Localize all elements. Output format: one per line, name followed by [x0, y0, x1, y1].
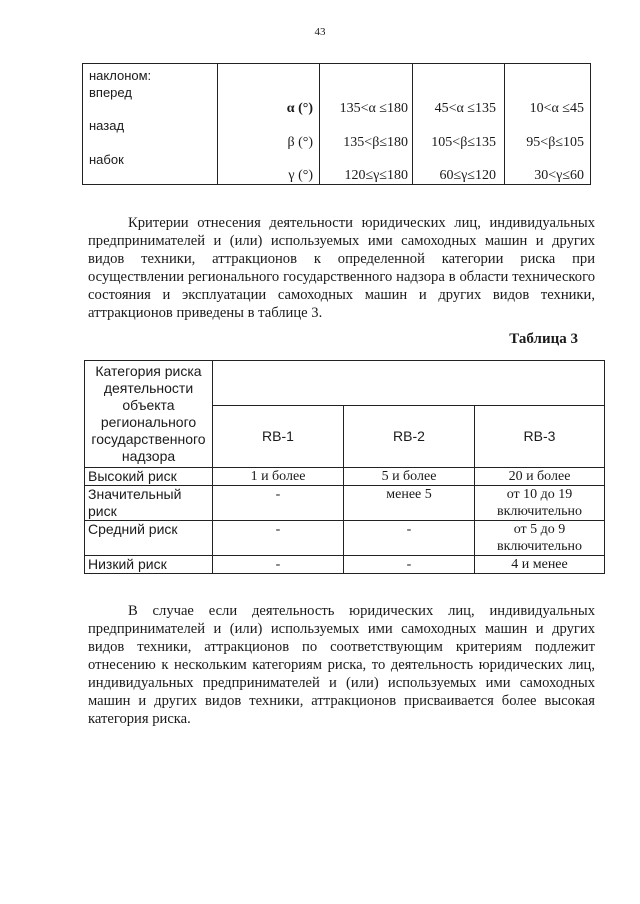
range-beta-1: 135<β≤180 — [343, 135, 408, 150]
range-col-1 — [320, 64, 413, 185]
label-back: назад — [89, 118, 125, 133]
cell-rb2: - — [344, 521, 475, 556]
range-gamma-3: 30<γ≤60 — [534, 168, 584, 183]
label-forward: вперед — [89, 85, 132, 100]
symbol-cell — [218, 64, 320, 185]
cell-rb2: 5 и более — [344, 468, 475, 486]
cell-rb1: 1 и более — [213, 468, 344, 486]
table-row — [85, 556, 605, 574]
range-alpha-1: 135<α ≤180 — [339, 101, 408, 116]
page-number: 43 — [314, 26, 326, 38]
table-row — [85, 486, 605, 521]
symbol-alpha: α (°) — [286, 101, 313, 116]
range-alpha-3: 10<α ≤45 — [529, 101, 584, 116]
cell-rb1: - — [213, 521, 344, 556]
cell-rb3: 20 и более — [475, 468, 605, 486]
cell-rb3: от 10 до 19 включительно — [475, 486, 605, 521]
header-risk-category: Категория риска деятельности объекта регионального государственного надзора — [85, 361, 213, 468]
symbol-beta: β (°) — [287, 135, 313, 150]
cell-rb2: - — [344, 556, 475, 574]
cell-rb3: от 5 до 9 включительно — [475, 521, 605, 556]
tilt-angle-table — [82, 63, 591, 185]
range-gamma-2: 60≤γ≤120 — [439, 168, 496, 183]
table3-caption: Таблица 3 — [509, 331, 578, 347]
header-empty — [213, 361, 605, 406]
label-tilt: наклоном: — [89, 68, 152, 83]
cell-rb2: менее 5 — [344, 486, 475, 521]
row-name: Значительный риск — [85, 486, 213, 521]
header-rb1: RB-1 — [213, 406, 344, 468]
symbol-gamma: γ (°) — [288, 168, 313, 183]
range-col-3 — [505, 64, 591, 185]
risk-category-table — [84, 360, 605, 574]
range-beta-3: 95<β≤105 — [526, 135, 584, 150]
table-row — [85, 521, 605, 556]
tilt-labels-cell — [83, 64, 218, 185]
table-row — [85, 468, 605, 486]
cell-rb1: - — [213, 486, 344, 521]
range-beta-2: 105<β≤135 — [431, 135, 496, 150]
paragraph-criteria: Критерии отнесения деятельности юридических лиц, индивидуальных предпринимателей и (или) используемых ими самоходных машин и других видов техники, аттракционов к определенной категории риска при осуществлении регионального государственного надзора в области технического состояния и эксплуатации самоходных машин и других видов техники, аттракционов приведены в таблице 3. — [88, 215, 595, 321]
label-side: набок — [89, 152, 124, 167]
range-gamma-1: 120≤γ≤180 — [344, 168, 408, 183]
header-rb2: RB-2 — [344, 406, 475, 468]
cell-rb3: 4 и менее — [475, 556, 605, 574]
cell-rb1: - — [213, 556, 344, 574]
row-name: Средний риск — [85, 521, 213, 556]
paragraph-higher-category: В случае если деятельность юридических лиц, индивидуальных предпринимателей и (или) используемых ими самоходных машин и других видов техники, аттракционов по соответствующим критериям подлежит отнесению к нескольким категориям риска, то деятельность юридических лиц, индивидуальных предпринимателей и (или) используемых ими самоходных машин и других видов техники, аттракционов присваивается более высокая категория риска. — [88, 603, 595, 727]
row-name: Высокий риск — [85, 468, 213, 486]
header-rb3: RB-3 — [475, 406, 605, 468]
row-name: Низкий риск — [85, 556, 213, 574]
range-col-2 — [413, 64, 505, 185]
range-alpha-2: 45<α ≤135 — [434, 101, 496, 116]
